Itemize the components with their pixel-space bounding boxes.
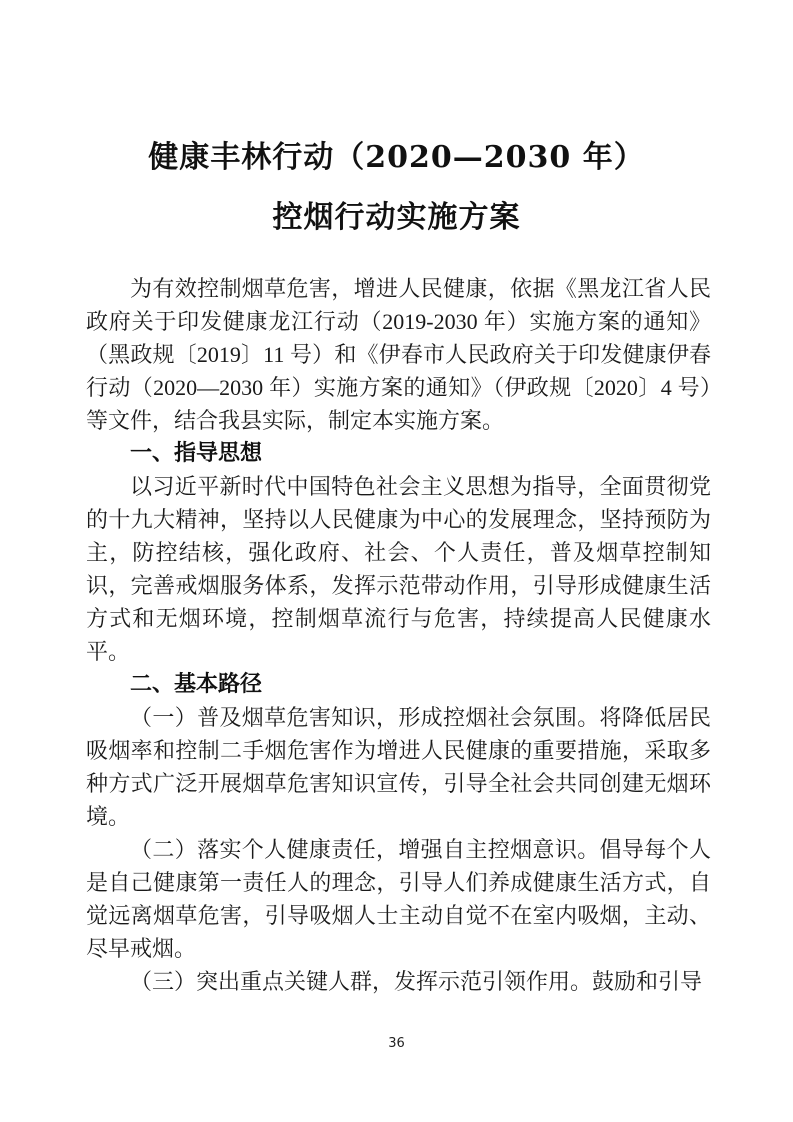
section-heading-guiding-ideology: 一、指导思想 bbox=[130, 441, 263, 466]
paragraph-intro: 为有效控制烟草危害，增进人民健康，依据《黑龙江省人民政府关于印发健康龙江行动（2019-2030 年）实施方案的通知》（黑政规〔2019〕11 号）和《伊春市人民政府关于印发健康伊春行动（2020—2030 年）实施方案的通知》（伊政规〔2020〕4 号）等文件，结合我县实际，制定本实施方案。 bbox=[86, 276, 711, 433]
document-title bbox=[0, 0, 793, 248]
paragraph-basic-path-1: （一）普及烟草危害知识，形成控烟社会氛围。将降低居民吸烟率和控制二手烟危害作为增进人民健康的重要措施，采取多种方式广泛开展烟草危害知识宣传，引导全社会共同创建无烟环境。 bbox=[86, 705, 711, 829]
document-body bbox=[86, 272, 711, 998]
paragraph-guiding-ideology: 以习近平新时代中国特色社会主义思想为指导，全面贯彻党的十九大精神，坚持以人民健康为中心的发展理念，坚持预防为主，防控结核，强化政府、社会、个人责任，普及烟草控制知识，完善戒烟服务体系，发挥示范带动作用，引导形成健康生活方式和无烟环境，控制烟草流行与危害，持续提高人民健康水平。 bbox=[86, 474, 711, 664]
paragraph-basic-path-2: （二）落实个人健康责任，增强自主控烟意识。倡导每个人是自己健康第一责任人的理念，引导人们养成健康生活方式，自觉远离烟草危害，引导吸烟人士主动自觉不在室内吸烟，主动、尽早戒烟。 bbox=[86, 837, 711, 961]
document-title-line-2: 控烟行动实施方案 bbox=[272, 200, 521, 235]
page-number: 36 bbox=[388, 1036, 405, 1051]
document-title-line-1: 健康丰林行动（2020—2030 年） bbox=[148, 140, 645, 175]
section-heading-basic-path: 二、基本路径 bbox=[130, 672, 263, 697]
paragraph-basic-path-3-partial: （三）突出重点关键人群，发挥示范引领作用。鼓励和引导 bbox=[130, 969, 703, 994]
